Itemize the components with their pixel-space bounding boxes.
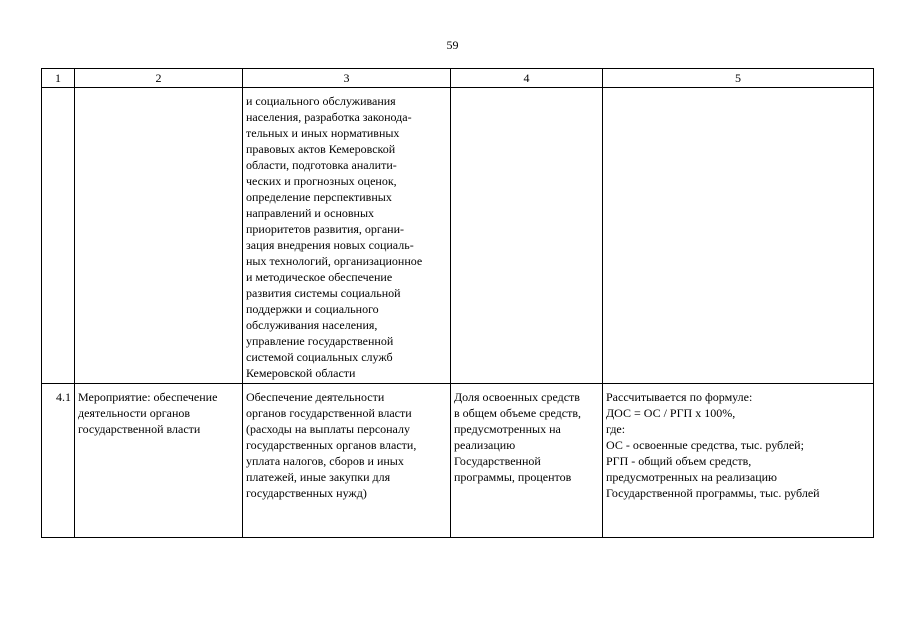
table-cell-description: Обеспечение деятельности органов государственной власти (расходы на выплаты персоналу государственных органов власти, уплата налогов, сборов и иных платежей, иные закупки для государственных нужд) [243,384,451,538]
table-row [42,88,874,384]
table-cell-indicator [451,88,603,384]
table-cell-formula [603,88,874,384]
table-row [42,384,874,538]
page-number: 59 [446,38,459,52]
data-table [41,68,874,538]
column-header-2: 2 [75,69,243,88]
column-header-5: 5 [603,69,874,88]
table-cell-number [42,88,75,384]
column-header-1: 1 [42,69,75,88]
table-cell-number: 4.1 [42,384,75,538]
column-header-4: 4 [451,69,603,88]
table-cell-name [75,88,243,384]
table-header-row [42,69,874,88]
table-cell-formula: Рассчитывается по формуле: ДОС = ОС / РГП x 100%, где: ОС - освоенные средства, тыс. рублей; РГП - общий объем средств, предусмотренных на реализацию Государственной программы, тыс. рублей [603,384,874,538]
column-header-3: 3 [243,69,451,88]
table-cell-name: Мероприятие: обеспечение деятельности органов государственной власти [75,384,243,538]
table-cell-indicator: Доля освоенных средств в общем объеме средств, предусмотренных на реализацию Государственной программы, процентов [451,384,603,538]
table-cell-description: и социального обслуживания населения, разработка законода- тельных и иных нормативных правовых актов Кемеровской области, подготовка аналити- ческих и прогнозных оценок, определение перспективных направлений и основных приоритетов развития, органи- зация внедрения новых социаль- ных технологий, организационное и методическое обеспечение развития системы социальной поддержки и социального обслуживания населения, управление государственной системой социальных служб Кемеровской области [243,88,451,384]
